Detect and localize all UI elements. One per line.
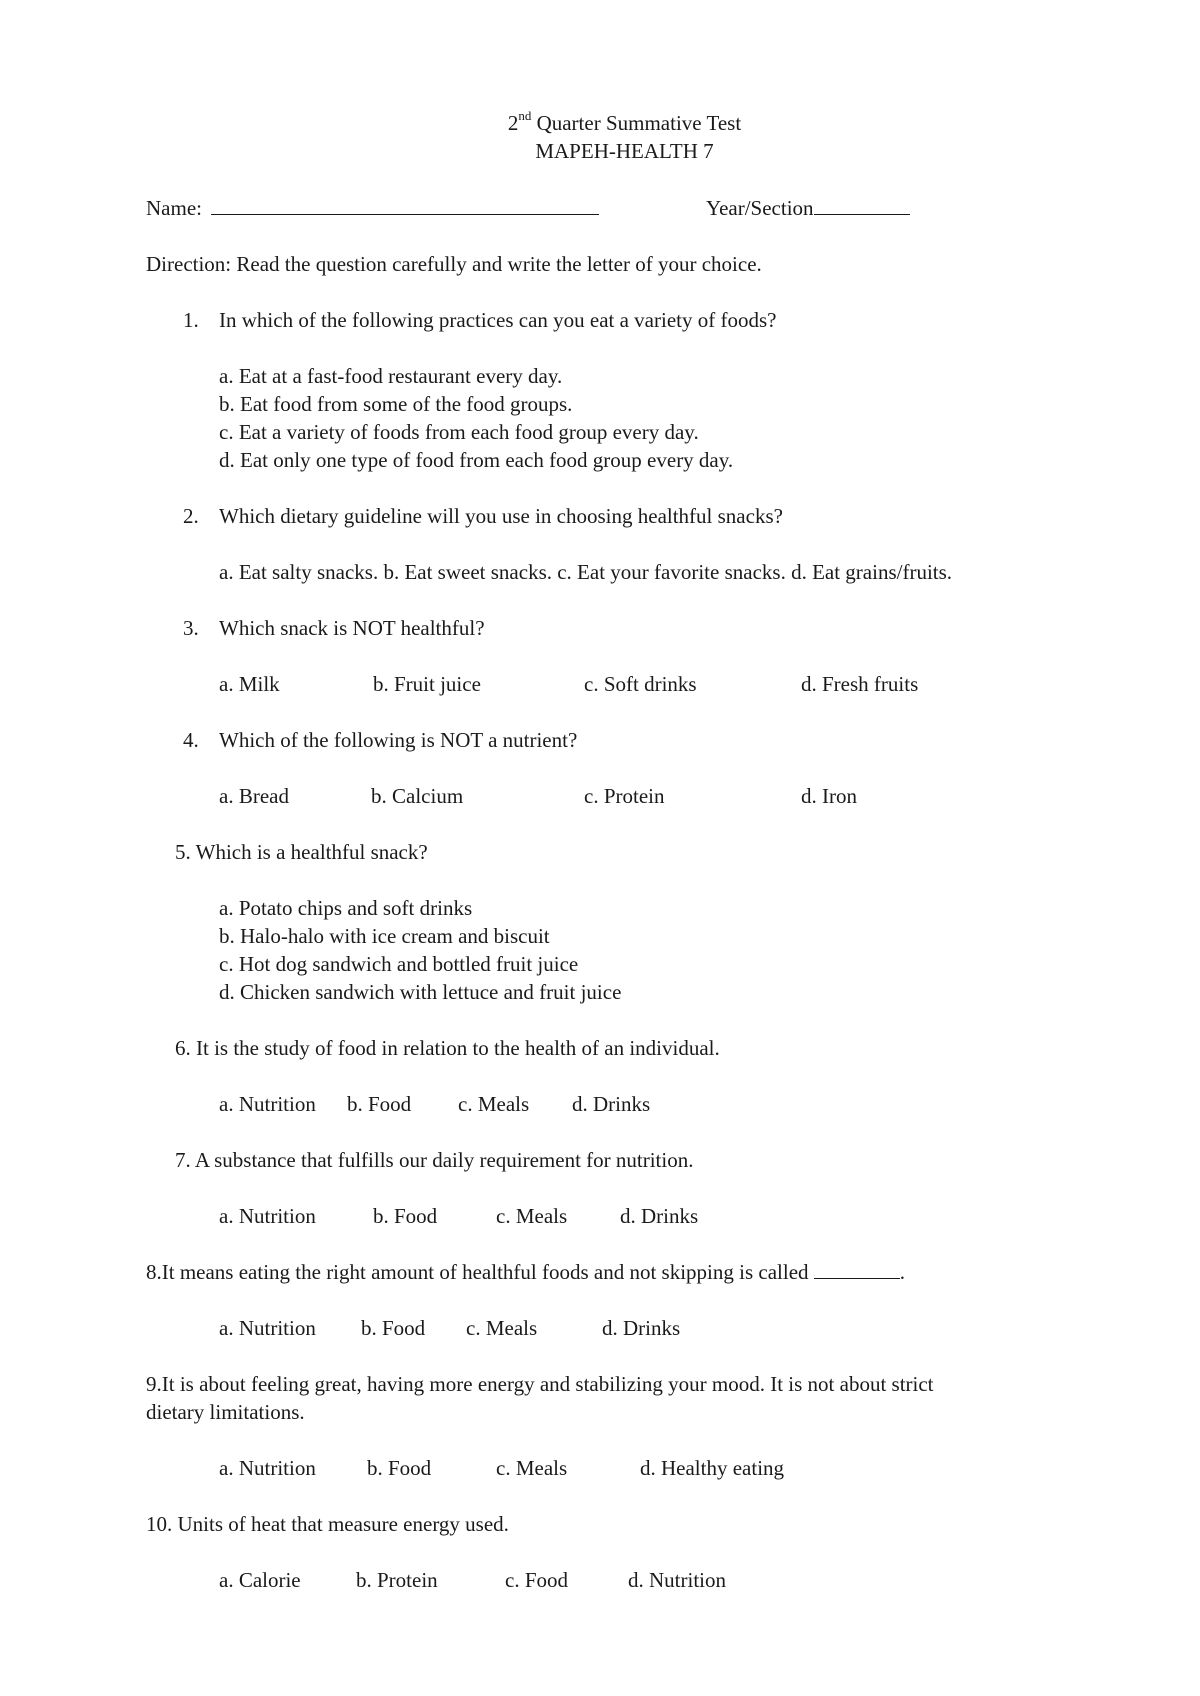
question-5: [175, 839, 428, 865]
question-4-number: 4.: [183, 728, 199, 752]
q7-choice-a: a. Nutrition: [219, 1204, 316, 1228]
question-8-number: 8.: [146, 1260, 162, 1284]
q5-choice-a: a. Potato chips and soft drinks: [219, 896, 473, 920]
q7-choice-c: c. Meals: [496, 1204, 568, 1228]
q6-choice-b: b. Food: [347, 1092, 412, 1116]
question-10: [146, 1511, 509, 1537]
question-1-number: 1.: [183, 308, 199, 332]
question-2-text: Which dietary guideline will you use in choosing healthful snacks?: [219, 504, 783, 528]
question-4-text: Which of the following is NOT a nutrient?: [219, 728, 578, 752]
q1-choice-a: a. Eat at a fast-food restaurant every day.: [219, 364, 563, 388]
q9-choice-b: b. Food: [367, 1456, 432, 1480]
question-9-number: 9.: [146, 1372, 162, 1396]
direction-text: Direction: Read the question carefully and write the letter of your choice.: [146, 252, 762, 276]
q10-choice-d: d. Nutrition: [628, 1568, 726, 1592]
question-6-number: 6.: [175, 1036, 191, 1060]
question-5-number: 5.: [175, 840, 191, 864]
name-field: [146, 195, 599, 221]
q3-choice-c: c. Soft drinks: [584, 672, 697, 696]
q10-choice-b: b. Protein: [356, 1568, 438, 1592]
question-9: [146, 1371, 934, 1397]
question-9-text-line2: dietary limitations.: [146, 1400, 305, 1424]
title-superscript: nd: [518, 108, 532, 123]
section-field: [706, 195, 910, 221]
section-blank[interactable]: [814, 196, 910, 215]
question-3-text: Which snack is NOT healthful?: [219, 616, 485, 640]
q6-choice-c: c. Meals: [458, 1092, 530, 1116]
q5-choice-c: c. Hot dog sandwich and bottled fruit juice: [219, 952, 579, 976]
q4-choice-d: d. Iron: [801, 784, 857, 808]
question-8-end: .: [899, 1260, 906, 1284]
q9-choice-a: a. Nutrition: [219, 1456, 316, 1480]
question-8: [146, 1259, 905, 1285]
q4-choice-b: b. Calcium: [371, 784, 464, 808]
q4-choice-c: c. Protein: [584, 784, 665, 808]
page-subtitle: MAPEH-HEALTH 7: [535, 139, 714, 163]
q10-choice-c: c. Food: [505, 1568, 568, 1592]
question-7: [175, 1147, 693, 1173]
question-10-number: 10.: [146, 1512, 173, 1536]
section-label: Year/Section: [706, 196, 814, 220]
q4-choice-a: a. Bread: [219, 784, 289, 808]
q9-choice-c: c. Meals: [496, 1456, 568, 1480]
name-label: Name:: [146, 196, 202, 220]
q7-choice-b: b. Food: [373, 1204, 438, 1228]
q5-choice-b: b. Halo-halo with ice cream and biscuit: [219, 924, 550, 948]
q3-choice-a: a. Milk: [219, 672, 280, 696]
q9-choice-d: d. Healthy eating: [640, 1456, 785, 1480]
q8-choice-b: b. Food: [361, 1316, 426, 1340]
title-number: 2: [507, 111, 519, 135]
q1-choice-c: c. Eat a variety of foods from each food group every day.: [219, 420, 699, 444]
question-5-text: Which is a healthful snack?: [195, 840, 428, 864]
q5-choice-d: d. Chicken sandwich with lettuce and fruit juice: [219, 980, 622, 1004]
question-7-number: 7.: [175, 1148, 191, 1172]
q7-choice-d: d. Drinks: [620, 1204, 699, 1228]
q8-choice-c: c. Meals: [466, 1316, 538, 1340]
page-title: [0, 110, 1200, 136]
question-8-text: It means eating the right amount of healthful foods and not skipping is called: [161, 1260, 809, 1284]
question-2-number: 2.: [183, 504, 199, 528]
q1-choice-b: b. Eat food from some of the food groups.: [219, 392, 573, 416]
q6-choice-a: a. Nutrition: [219, 1092, 316, 1116]
name-blank[interactable]: [211, 196, 599, 215]
q8-choice-a: a. Nutrition: [219, 1316, 316, 1340]
question-9-text: It is about feeling great, having more energy and stabilizing your mood. It is not about strict: [161, 1372, 934, 1396]
q2-choices: a. Eat salty snacks. b. Eat sweet snacks. c. Eat your favorite snacks. d. Eat grains/fruits.: [219, 560, 953, 584]
title-text: Quarter Summative Test: [531, 111, 742, 135]
q6-choice-d: d. Drinks: [572, 1092, 651, 1116]
q10-choice-a: a. Calorie: [219, 1568, 301, 1592]
question-3-number: 3.: [183, 616, 199, 640]
q3-choice-b: b. Fruit juice: [373, 672, 481, 696]
q8-answer-blank[interactable]: [814, 1260, 900, 1279]
question-10-text: Units of heat that measure energy used.: [177, 1512, 509, 1536]
question-6: [175, 1035, 720, 1061]
q1-choice-d: d. Eat only one type of food from each food group every day.: [219, 448, 734, 472]
question-7-text: A substance that fulfills our daily requirement for nutrition.: [194, 1148, 694, 1172]
q8-choice-d: d. Drinks: [602, 1316, 681, 1340]
q3-choice-d: d. Fresh fruits: [801, 672, 919, 696]
question-1-text: In which of the following practices can you eat a variety of foods?: [219, 308, 777, 332]
question-6-text: It is the study of food in relation to the health of an individual.: [196, 1036, 720, 1060]
